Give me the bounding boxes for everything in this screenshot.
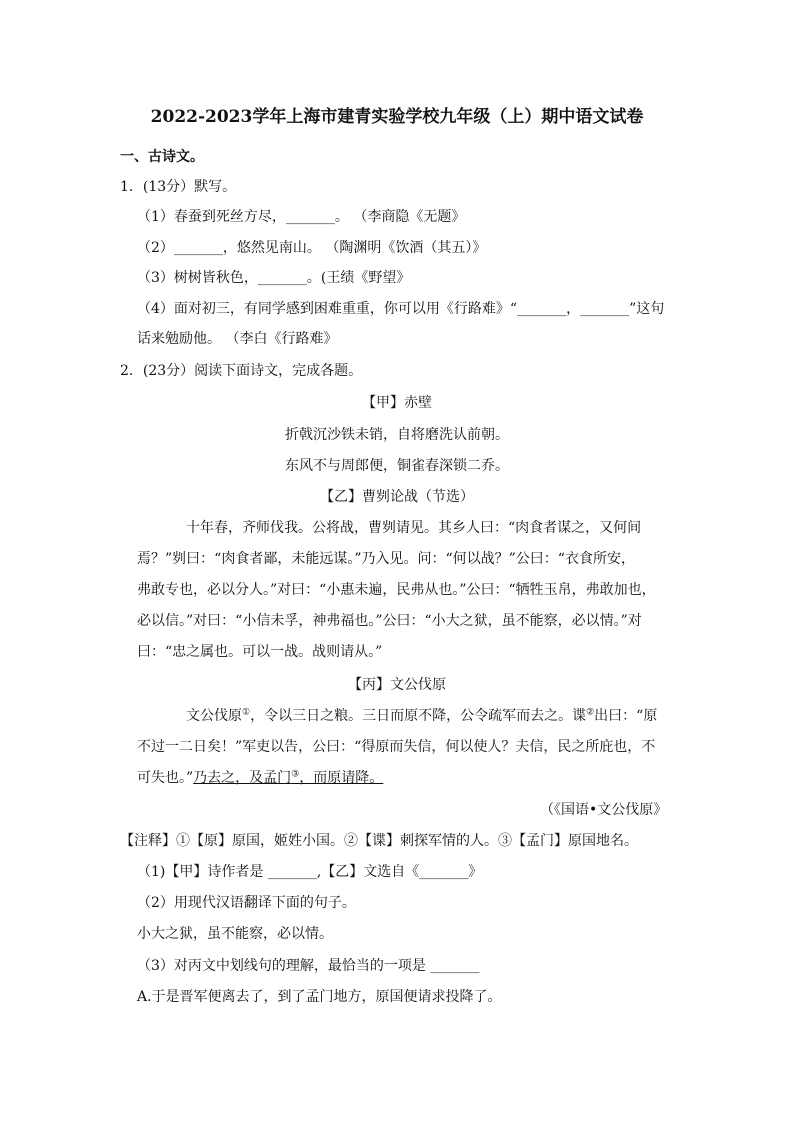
q2-sub-1: （1)【甲】诗作者是 _______,【乙】文选自《_______》: [137, 864, 483, 880]
bing-text-3b: 乃去之，及孟门: [193, 770, 292, 786]
text-yi-heading: 【乙】曹刿论战（节选）: [320, 489, 474, 505]
page-title: 2022-2023学年上海市建青实验学校九年级（上）期中语文试卷: [150, 107, 644, 127]
footnote-marker-2: ②: [586, 707, 595, 718]
text-bing-source: （《国语•文公伐原》: [540, 802, 668, 818]
bing-text-3c: ，而原请降。: [299, 770, 384, 786]
text-yi-line-5: 曰：“忠之属也。可以一战。战则请从。”: [137, 644, 383, 660]
text-bing-line-2: 不过一二日矣！”军吏以告，公曰：“得原而失信，何以使人？夫信，民之所庇也，不: [137, 739, 656, 755]
bing-text-3a: 可失也。”: [137, 770, 194, 786]
poem-jia-line-1: 折戟沉沙铁未销，自将磨洗认前朝。: [285, 427, 509, 443]
text-yi-line-3: 弗敢专也，必以分人。”对曰：“小惠未遍，民弗从也。”公曰：“牺牲玉帛，弗敢加也，: [137, 582, 656, 598]
section-heading: 一、古诗文。: [120, 149, 204, 165]
poem-jia-heading: 【甲】赤壁: [362, 395, 432, 411]
question-2-head: 2．(23分）阅读下面诗文，完成各题。: [120, 363, 363, 379]
q1-item-4-cont: 话来勉励他。 （李白《行路难》: [137, 331, 338, 347]
q2-sub-2-sentence: 小大之狱，虽不能察，必以情。: [137, 926, 333, 942]
footnote-marker-1: ①: [242, 707, 251, 718]
text-yi-line-1: 十年春，齐师伐我。公将战，曹刿请见。其乡人曰：“肉食者谋之，又何间: [186, 520, 642, 536]
annotation-note: 【注释】①【原】原国，姬姓小国。②【谍】刺探军情的人。③【孟门】原国地名。: [120, 833, 638, 849]
text-yi-line-4: 必以信。”对曰：“小信未孚，神弗福也。”公曰：“小大之狱，虽不能察，必以情。”对: [137, 613, 642, 629]
q2-sub-3: （3）对丙文中划线句的理解，最恰当的一项是 _______: [137, 958, 480, 974]
underlined-sentence: [193, 770, 383, 786]
question-1-head: 1．(13分）默写。: [120, 179, 237, 195]
text-bing-heading: 【丙】文公伐原: [348, 677, 446, 693]
poem-jia-line-2: 东风不与周郎便，铜雀春深锁二乔。: [285, 458, 509, 474]
q1-item-1: （1）春蚕到死丝方尽，_______。 （李商隐《无题》: [137, 209, 466, 225]
q2-sub-2: （2）用现代汉语翻译下面的句子。: [137, 895, 356, 911]
bing-text-1a: 文公伐原: [186, 708, 242, 724]
q1-item-4: （4）面对初三，有同学感到困难重重，你可以用《行路难》“_______，_______”这句: [137, 301, 665, 317]
bing-text-1c: 出曰：“原: [594, 708, 658, 724]
q1-item-2: （2）_______，悠然见南山。 （陶渊明《饮酒（其五）》: [137, 240, 487, 256]
text-bing-line-3: [137, 768, 383, 788]
footnote-marker-3: ③: [291, 769, 300, 780]
text-yi-line-2: 焉？”刿曰：“肉食者鄙，未能远谋。”乃入见。问：“何以战？”公曰：“衣食所安，: [137, 551, 635, 567]
text-bing-line-1: [186, 706, 657, 726]
bing-text-1b: ，令以三日之粮。三日而原不降，公令疏军而去之。谍: [250, 708, 587, 724]
q2-sub-3-option-a: A.于是晋军便离去了，到了孟门地方，原国便请求投降了。: [137, 989, 502, 1005]
q1-item-3: （3）树树皆秋色，_______。(王绩《野望》: [137, 270, 411, 286]
